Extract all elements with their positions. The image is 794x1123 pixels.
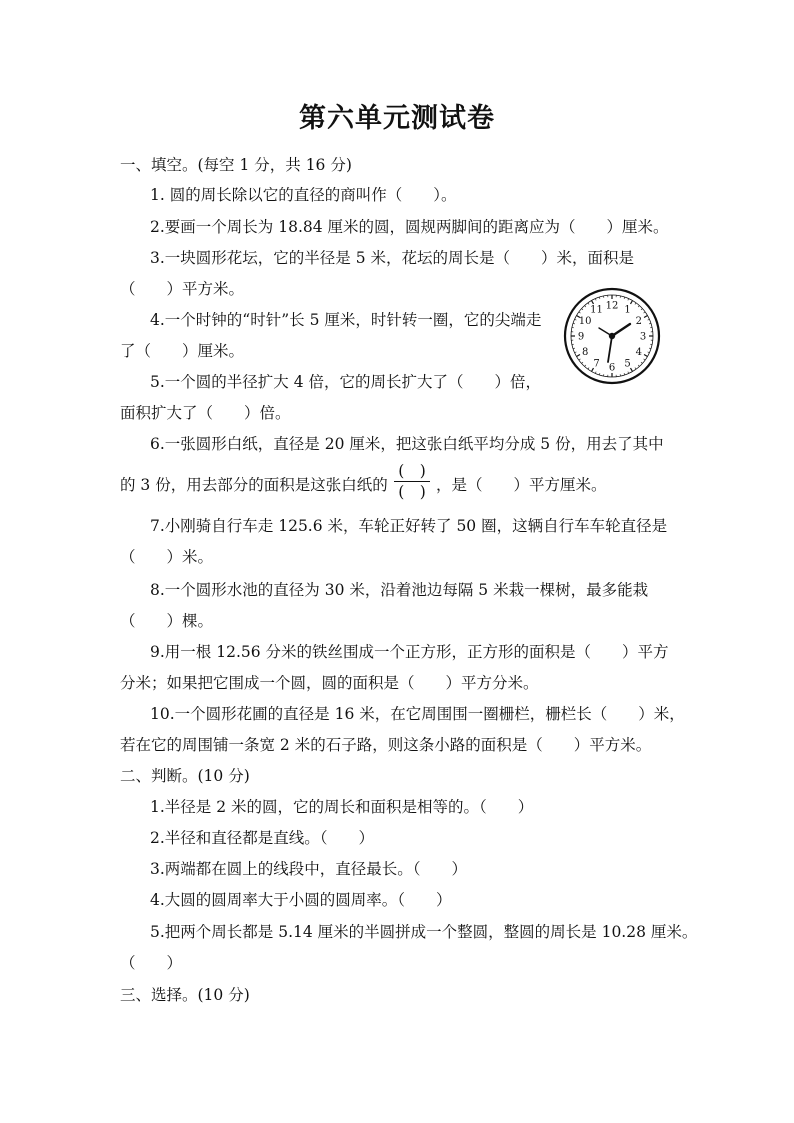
clock-numeral: 3 — [639, 331, 647, 343]
question-fill-4a: 4.一个时钟的“时针”长 5 厘米，时针转一圈，它的尖端走 — [150, 311, 542, 329]
question-judge-5a: 5.把两个周长都是 5.14 厘米的半圆拼成一个整圆，整圆的周长是 10.28 厘米。 — [150, 923, 698, 941]
clock-numeral: 1 — [624, 304, 631, 316]
question-fill-9a: 9.用一根 12.56 分米的铁丝围成一个正方形，正方形的面积是（ ）平方 — [150, 643, 669, 661]
question-judge-1: 1.半径是 2 米的圆，它的周长和面积是相等的。（ ） — [150, 798, 534, 816]
clock-numeral: 7 — [593, 358, 600, 370]
clock-illustration — [562, 286, 662, 386]
question-fill-6b-pre: 的 3 份，用去部分的面积是这张白纸的 — [120, 476, 388, 494]
clock-numeral: 4 — [635, 347, 643, 358]
question-fill-3a: 3.一块圆形花坛，它的半径是 5 米，花坛的周长是（ ）米，面积是 — [150, 249, 635, 267]
page-title: 第六单元测试卷 — [299, 103, 495, 134]
question-judge-4: 4.大圆的圆周率大于小圆的圆周率。（ ） — [150, 891, 452, 909]
question-fill-5a: 5.一个圆的半径扩大 4 倍，它的周长扩大了（ ）倍， — [150, 373, 542, 391]
question-fill-4b: 了（ ）厘米。 — [120, 342, 245, 360]
question-fill-5b: 面积扩大了（ ）倍。 — [120, 404, 291, 422]
fraction-bar — [394, 481, 430, 482]
clock-numeral: 9 — [577, 331, 585, 343]
fraction-numerator: ( ) — [398, 462, 426, 480]
section-heading-choice: 三、选择。(10 分) — [120, 986, 250, 1004]
fraction-denominator: ( ) — [398, 483, 426, 501]
question-fill-3b: （ ）平方米。 — [120, 280, 245, 298]
section-heading-judge: 二、判断。(10 分) — [120, 767, 250, 785]
fraction-blank — [392, 462, 432, 501]
question-fill-10b: 若在它的周围铺一条宽 2 米的石子路，则这条小路的面积是（ ）平方米。 — [120, 736, 652, 754]
question-fill-6a: 6.一张圆形白纸，直径是 20 厘米，把这张白纸平均分成 5 份，用去了其中 — [150, 435, 664, 453]
question-fill-8b: （ ）棵。 — [120, 612, 214, 630]
question-fill-2: 2.要画一个周长为 18.84 厘米的圆，圆规两脚间的距离应为（ ）厘米。 — [150, 218, 669, 236]
question-fill-7b: （ ）米。 — [120, 548, 214, 566]
section-heading-fill: 一、填空。(每空 1 分，共 16 分) — [120, 156, 352, 174]
question-fill-7a: 7.小刚骑自行车走 125.6 米，车轮正好转了 50 圈，这辆自行车车轮直径是 — [150, 517, 668, 535]
question-fill-9b: 分米；如果把它围成一个圆，圆的面积是（ ）平方分米。 — [120, 674, 539, 692]
clock-numeral: 5 — [624, 358, 631, 370]
question-fill-6b-post: ，是（ ）平方厘米。 — [436, 476, 607, 494]
clock-numeral: 6 — [608, 362, 616, 374]
clock-numeral: 2 — [635, 316, 643, 327]
clock-numeral: 11 — [590, 304, 603, 316]
question-judge-2: 2.半径和直径都是直线。（ ） — [150, 829, 375, 847]
question-fill-1: 1. 圆的周长除以它的直径的商叫作（ ）。 — [150, 186, 457, 204]
question-fill-10a: 10.一个圆形花圃的直径是 16 米，在它周围围一圈栅栏，栅栏长（ ）米， — [150, 705, 685, 723]
question-judge-3: 3.两端都在圆上的线段中，直径最长。（ ） — [150, 860, 468, 878]
clock-numeral: 10 — [578, 316, 592, 327]
question-judge-5b: （ ） — [120, 954, 183, 972]
clock-numeral: 12 — [605, 300, 619, 312]
clock-numeral: 8 — [581, 347, 589, 358]
question-fill-8a: 8.一个圆形水池的直径为 30 米，沿着池边每隔 5 米栽一棵树，最多能栽 — [150, 581, 649, 599]
clock-center-pin — [609, 333, 615, 339]
